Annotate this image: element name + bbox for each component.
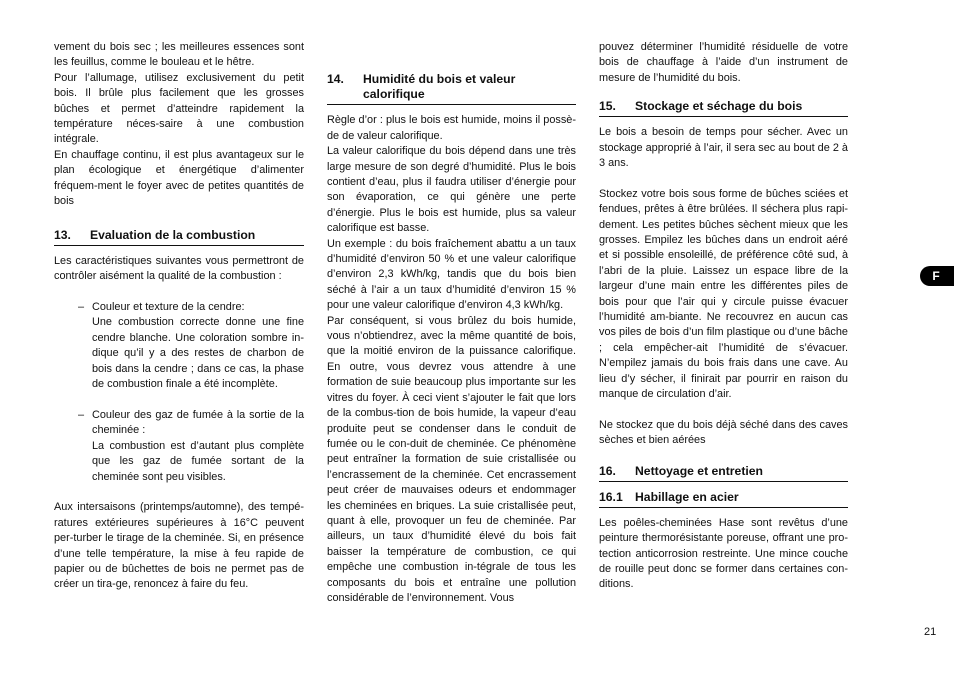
paragraph: Règle d’or : plus le bois est humide, moins il possè-de de valeur calorifique.: [327, 114, 576, 142]
paragraph: Ne stockez que du bois déjà séché dans des caves sèches et bien aérées: [599, 418, 848, 447]
section-title: Habillage en acier: [635, 489, 739, 504]
section-number: 15.: [599, 99, 616, 114]
paragraph: Stockez votre bois sous forme de bûches sciées et fendues, prêtes à être brûlées. Il séchera plus rapi-dement. Les petites bûches sèchent mieux que les grosses. Empilez les bûches dans un endroit aéré et si possible ensoleillé, de préférence côté sud, à l’abri de la pluie. Laissez un espace libre de la largeur d’une main entre les différentes piles de bois pour que l’air qui y circule puisse évacuer l’humidité am-biante. Ne recouvrez en aucun cas vos piles de bois d’un film plastique ou d’une bâche ; cela empêcher-ait l’humidité de s’évacuer. N’empilez jamais du bois frais dans une cave. Au lieu d’y sécher, il finirait par pourrir en raison du manque de circulation d’air.: [599, 187, 848, 401]
paragraph: vement du bois sec ; les meilleures essences sont les feuillus, comme le bouleau et le hêtre.: [54, 41, 304, 69]
column-right: [599, 40, 848, 593]
section-heading-16: [599, 464, 848, 482]
list-item-title: Couleur des gaz de fumée à la sortie de la cheminée :: [92, 408, 304, 437]
section-number: 13.: [54, 227, 71, 242]
section-number: 16.: [599, 463, 616, 478]
section-title: Humidité du bois et valeur calorifique: [363, 72, 516, 102]
section-title: Nettoyage et entretien: [635, 463, 763, 478]
language-tab: F: [920, 266, 954, 286]
paragraph: Les caractéristiques suivantes vous permettront de contrôler aisément la qualité de la combustion :: [54, 254, 304, 283]
paragraph: Par conséquent, si vous brûlez du bois humide, vous n’obtiendrez, avec la même quantité de bois, que la moitié environ de la puissance calorifique. En outre, vous devrez vous attendre à une formation de suie beaucoup plus importante sur les vitres du foyer. À ceci vient s’ajouter le fait que lors de la combus-tion de bois humide, la vapeur d’eau produite peut se condenser dans le conduit de fumée ou le con-duit de cheminée. Ce phénomène peut entraîner la formation de suie cristallisée ou l’encrassement de la cheminée. Cet encrassement peut créer de mauvaises odeurs et endommager les cheminées en briques. La suie cristallisée peut, quant à elle, provoquer un feu de cheminée. Par ailleurs, un taux d’humidité élevé du bois fait baisser la température de combustion, ce qui empêche une combustion in-tégrale de tous les composants du bois et entraîne une pollution considérable de l’environnement. Vous: [327, 314, 576, 604]
page-number: 21: [924, 626, 937, 638]
list-item: [54, 408, 304, 485]
paragraph: La valeur calorifique du bois dépend dans une très large mesure de son degré d’humidité. Plus le bois contient d’eau, plus il faudra utiliser d’énergie pour son évaporation, ce qui génère une perte d’énergie. Plus le bois est humide, plus sa valeur calorifique est basse.: [327, 145, 576, 235]
list-item-text: La combustion est d’autant plus complète que les gaz de fumée sortant de la cheminée sont peu visibles.: [92, 439, 304, 483]
dash-bullet: –: [78, 301, 85, 314]
paragraph: En chauffage continu, il est plus avantageux sur le plan écologique et énergétique d’alimenter fréquem-ment le foyer avec de petites quantités de bois: [54, 148, 304, 208]
paragraph: Les poêles-cheminées Hase sont revêtus d’une peinture thermorésistante poreuse, offrant une pro-tection anticorrosion restreinte. Une mince couche de rouille peut donc se former dans certaines con-ditions.: [599, 516, 848, 591]
paragraph: Pour l’allumage, utilisez exclusivement du petit bois. Il brûle plus facilement que les grosses bûches et permet d’atteindre rapidement la température néces-saire à une combustion intégrale.: [54, 71, 304, 146]
section-title: Evaluation de la combustion: [90, 227, 256, 242]
section-heading-14: [327, 72, 576, 105]
section-heading-15: [599, 99, 848, 117]
section-number: 16.1: [599, 489, 623, 504]
paragraph: Un exemple : du bois fraîchement abattu a un taux d’humidité d’environ 50 % et une valeur calorifique d’environ 2,3 kWh/kg, tandis que du bois bien séché à l’air a un taux d’humidité d’environ 15 % pour une valeur calorifique d’environ 4,3 kWh/kg.: [327, 237, 576, 312]
section-title: Stockage et séchage du bois: [635, 99, 803, 114]
section-heading-16-1: [599, 490, 848, 508]
paragraph: Le bois a besoin de temps pour sécher. Avec un stockage approprié à l’air, il sera sec au bout de 2 à 3 ans.: [599, 126, 848, 170]
section-number: 14.: [327, 72, 344, 87]
dash-bullet: –: [78, 408, 85, 421]
paragraph: Aux intersaisons (printemps/automne), des tempé-ratures extérieures supérieures à 16°C peuvent per-turber le tirage de la cheminée. Si, en présence d’une telle température, la mise à feu rapide de papier ou de bûchettes de bois ne permet pas de créer un tira-ge, renoncez à faire du feu.: [54, 501, 304, 591]
list-item-title: Couleur et texture de la cendre:: [92, 301, 245, 314]
column-middle: [327, 40, 576, 606]
list-item: [54, 300, 304, 392]
column-left: [54, 40, 304, 593]
list-item-text: Une combustion correcte donne une fine cendre blanche. Une coloration sombre in-dique qu’il y a des restes de charbon de bois dans la cendre ; dans ce cas, la phase de combustion finale a été incomplète.: [92, 316, 304, 391]
section-heading-13: [54, 228, 304, 246]
paragraph: pouvez déterminer l’humidité résiduelle de votre bois de chauffage à l’aide d’un instrument de mesure de l’humidité du bois.: [599, 41, 848, 84]
